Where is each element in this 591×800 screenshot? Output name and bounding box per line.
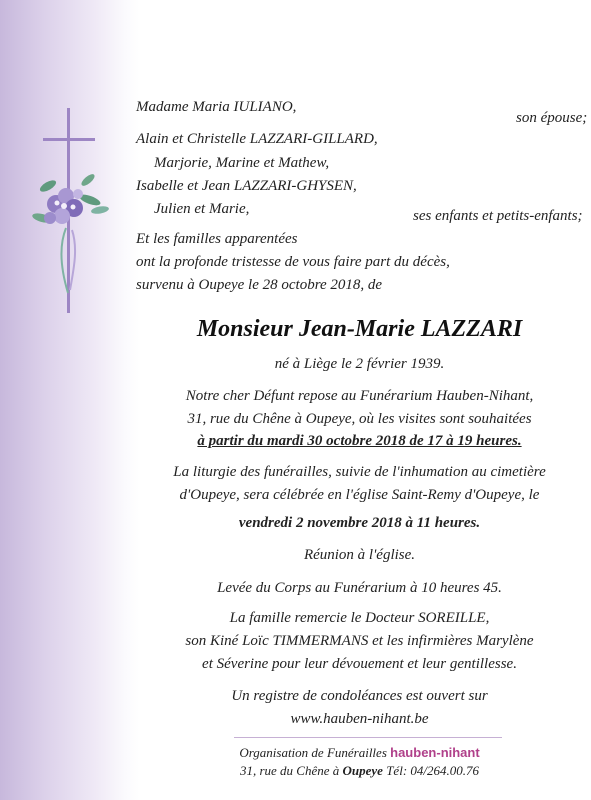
announcement-line: ont la profonde tristesse de vous faire part du décès, xyxy=(136,254,450,270)
departure-time: Levée du Corps au Funérarium à 10 heures 45. xyxy=(217,580,502,596)
family-spouse-role: son épouse; xyxy=(516,110,588,126)
cross-flowers-emblem xyxy=(28,108,133,318)
deceased-name: Monsieur Jean-Marie LAZZARI xyxy=(196,316,523,342)
family-spouse-name: Madame Maria IULIANO, xyxy=(136,99,297,115)
thanks-line-1: La famille remercie le Docteur SOREILLE, xyxy=(229,610,490,626)
footer-street: 31, rue du Chêne à xyxy=(239,763,340,778)
family-grandchildren-1: Marjorie, Marine et Mathew, xyxy=(154,155,330,171)
thanks-line-3: et Séverine pour leur dévouement et leur gentillesse. xyxy=(202,656,517,672)
footer-divider xyxy=(234,737,502,738)
thanks-line-2: son Kiné Loïc TIMMERMANS et les infirmières Marylène xyxy=(185,633,534,649)
ceremony-line-2: d'Oupeye, sera célébrée en l'église Saint-Remy d'Oupeye, le xyxy=(179,487,540,503)
family-relatives: Et les familles apparentées xyxy=(136,231,298,247)
family-grandchildren-2: Julien et Marie, xyxy=(154,201,250,217)
footer-brand: hauben-nihant xyxy=(390,745,480,760)
family-children-2: Isabelle et Jean LAZZARI-GHYSEN, xyxy=(136,178,357,194)
family-children-role: ses enfants et petits-enfants; xyxy=(413,208,583,224)
visitation-hours: à partir du mardi 30 octobre 2018 de 17 à 19 heures. xyxy=(197,433,522,449)
footer-address xyxy=(128,763,591,779)
visitation-line-1: Notre cher Défunt repose au Funérarium Hauben-Nihant, xyxy=(185,388,534,404)
ceremony-date: vendredi 2 novembre 2018 à 11 heures. xyxy=(238,515,481,531)
footer-phone: Tél: 04/264.00.76 xyxy=(386,763,480,778)
ceremony-line-1: La liturgie des funérailles, suivie de l'inhumation au cimetière xyxy=(173,464,546,480)
footer-organisation xyxy=(128,745,591,761)
footer-town: Oupeye xyxy=(342,763,383,778)
footer-org-label: Organisation de Funérailles xyxy=(239,745,387,760)
death-date-line: survenu à Oupeye le 28 octobre 2018, de xyxy=(136,277,383,293)
visitation-line-2: 31, rue du Chêne à Oupeye, où les visites sont souhaitées xyxy=(187,411,532,427)
meeting-place: Réunion à l'église. xyxy=(303,547,416,563)
family-children-1: Alain et Christelle LAZZARI-GILLARD, xyxy=(136,131,378,147)
registry-url[interactable]: www.hauben-nihant.be xyxy=(290,711,429,727)
registry-line: Un registre de condoléances est ouvert sur xyxy=(231,688,488,704)
birth-info: né à Liège le 2 février 1939. xyxy=(274,356,445,372)
flower-bouquet-icon xyxy=(31,172,109,293)
